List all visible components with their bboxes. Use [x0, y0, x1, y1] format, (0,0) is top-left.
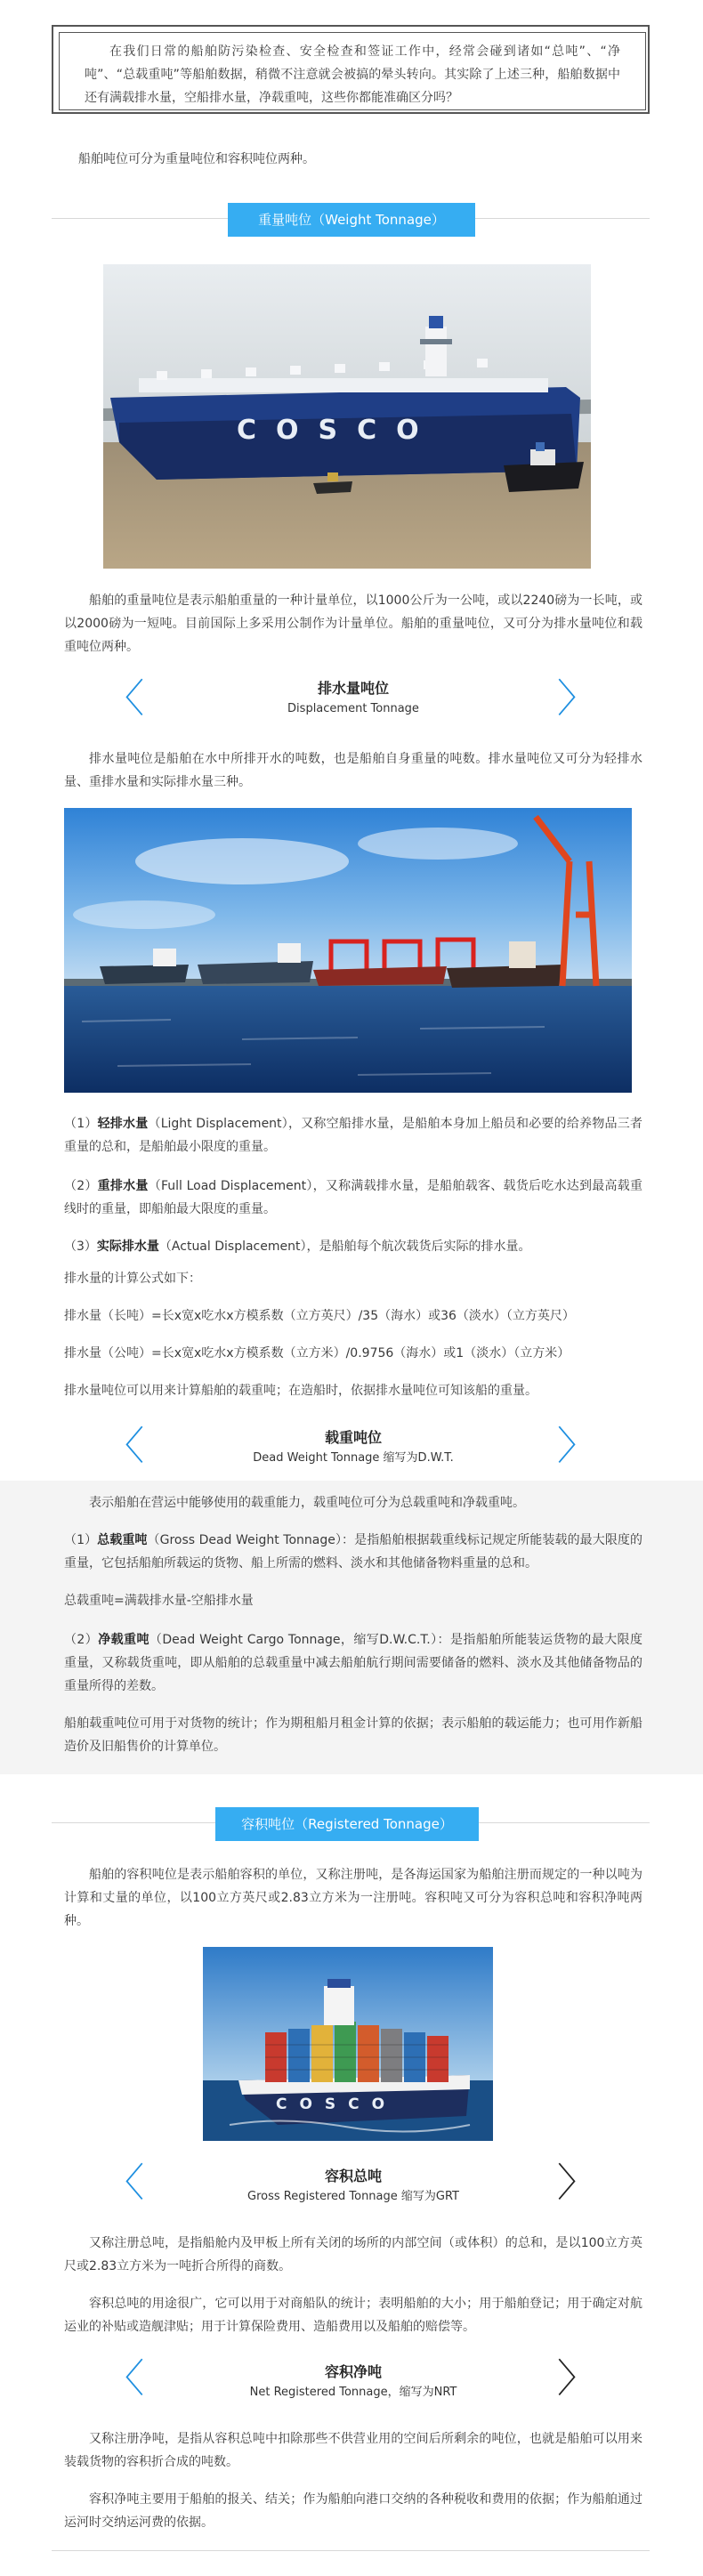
keyword-gross-dwt: 总载重吨 [97, 1533, 148, 1547]
subheading-cn: 容积净吨 [324, 2363, 382, 2380]
formula-intro: 排水量的计算公式如下： [64, 1272, 201, 1286]
item-light-displacement [64, 1112, 642, 1159]
chevron-left-icon: 〈 [105, 1424, 144, 1469]
subheading-displacement [64, 676, 642, 722]
keyword-light: 轻排水量 [97, 1117, 149, 1131]
chevron-right-icon: 〉 [557, 2356, 596, 2402]
grt-paragraph-2: 容积总吨的用途很广，它可以用于对商船队的统计；表明船舶的大小；用于船舶登记；用于确定对航运业的补贴或造舰津贴；用于计算保险费用、造船费用以及船舶的赔偿等。 [64, 2297, 642, 2334]
nrt-paragraph-2: 容积净吨主要用于船舶的报关、结关；作为船舶向港口交纳的各种税收和费用的依据；作为船舶通过运河时交纳运河费的依据。 [64, 2492, 642, 2530]
cosco-ship-photo-2 [203, 1947, 493, 2141]
deadweight-desc: 表示船舶在营运中能够使用的载重能力，载重吨位可分为总载重吨和净载重吨。 [89, 1496, 525, 1510]
item-prefix: （2） [64, 1633, 99, 1647]
item-prefix: （2） [64, 1179, 98, 1193]
subheading-grt [64, 2160, 642, 2207]
port-ships-photo [64, 808, 632, 1093]
formula-long-ton: 排水量（长吨）=长x宽x吃水x方模系数（立方英尺）/35（海水）或36（淡水）（立方英尺） [64, 1309, 575, 1323]
displacement-usage: 排水量吨位可以用来计算船舶的载重吨；在造船时，依据排水量吨位可知该船的重量。 [64, 1384, 537, 1398]
chevron-left-icon: 〈 [105, 676, 144, 722]
item-prefix: （1） [64, 1117, 98, 1131]
section-title-weight: 重量吨位（Weight Tonnage） [228, 203, 475, 237]
subheading-en: Gross Registered Tonnage 缩写为GRT [247, 2190, 459, 2203]
item-rest: （Actual Displacement），是船舶每个航次载货后实际的排水量。 [158, 1240, 531, 1254]
displacement-desc: 排水量吨位是船舶在水中所排开水的吨数，也是船舶自身重量的吨数。排水量吨位又可分为轻排水量、重排水量和实际排水量三种。 [64, 752, 642, 789]
item-actual-displacement [64, 1235, 642, 1258]
lead-paragraph: 船舶吨位可分为重量吨位和容积吨位两种。 [78, 152, 315, 166]
chevron-right-icon: 〉 [557, 676, 596, 722]
subheading-en: Displacement Tonnage [287, 702, 419, 715]
subheading-cn: 载重吨位 [324, 1429, 382, 1446]
weight-desc: 船舶的重量吨位是表示船舶重量的一种计量单位，以1000公斤为一公吨，或以2240磅为一长吨，或以2000磅为一短吨。目前国际上多采用公制作为计量单位。船舶的重量吨位，又可分为排水量吨位和载重吨位两种。 [64, 594, 642, 654]
chevron-left-icon: 〈 [105, 2356, 144, 2402]
item-full-displacement [64, 1175, 642, 1221]
chevron-left-icon: 〈 [105, 2160, 144, 2206]
grt-paragraph-1: 又称注册总吨，是指船舱内及甲板上所有关闭的场所的内部空间（或体积）的总和，是以100立方英尺或2.83立方米为一吨折合所得的商数。 [64, 2236, 642, 2273]
keyword-actual: 实际排水量 [96, 1240, 159, 1254]
item-rest: （Dead Weight Cargo Tonnage，缩写D.W.C.T.）：是指船舶所能装运货物的最大限度重量，又称载货重吨，即从船舶的总载重量中减去船舶航行期间需要储备的燃料、淡水及其他储备物品的重量所得的差数。 [64, 1633, 642, 1693]
subheading-en: Net Registered Tonnage，缩写为NRT [249, 2386, 457, 2399]
item-prefix: （1） [64, 1533, 98, 1547]
hull-lettering-2: COSCO [276, 2096, 398, 2113]
footer-divider [52, 2550, 650, 2551]
nrt-paragraph-1: 又称注册净吨，是指从容积总吨中扣除那些不供营业用的空间后所剩余的吨位，也就是船舶可以用来装载货物的容积折合成的吨数。 [64, 2432, 642, 2469]
chevron-right-icon: 〉 [557, 2160, 596, 2206]
register-desc: 船舶的容积吨位是表示船舶容积的单位，又称注册吨，是各海运国家为船舶注册而规定的一种以吨为计算和丈量的单位，以100立方英尺或2.83立方米为一注册吨。容积吨又可分为容积总吨和容积净吨两种。 [64, 1868, 642, 1928]
cosco-ship-photo-1 [103, 264, 591, 569]
item-rest: （Gross Dead Weight Tonnage）：是指船舶根据载重线标记规定所能装载的最大限度的重量，它包括船舶所载运的货物、船上所需的燃料、淡水和其他储备物料重量的总和。 [64, 1533, 642, 1571]
item-prefix: （3） [64, 1240, 97, 1254]
keyword-full: 重排水量 [97, 1179, 149, 1193]
item-net-deadweight [64, 1628, 642, 1698]
item-gross-deadweight [64, 1529, 642, 1575]
deadweight-usage: 船舶载重吨位可用于对货物的统计；作为期租船月租金计算的依据；表示船舶的载运能力；也可用作新船造价及旧船售价的计算单位。 [64, 1716, 642, 1754]
intro-paragraph: 在我们日常的船舶防污染检查、安全检查和签证工作中，经常会碰到诸如“总吨”、“净吨”、“总载重吨”等船舶数据，稍微不注意就会被搞的晕头转向。其实除了上述三种，船舶数据中还有满载排水量，空船排水量，净载重吨，这些你都能准确区分吗？ [59, 32, 646, 110]
keyword-net-dwt: 净载重吨 [98, 1633, 149, 1647]
section-title-register: 容积吨位（Registered Tonnage） [215, 1807, 479, 1841]
subheading-nrt [64, 2356, 642, 2402]
formula-metric-ton: 排水量（公吨）=长x宽x吃水x方模系数（立方米）/0.9756（海水）或1（淡水）（立方米） [64, 1346, 570, 1361]
subheading-cn: 排水量吨位 [317, 680, 389, 697]
subheading-en: Dead Weight Tonnage 缩写为D.W.T. [253, 1451, 454, 1465]
item-rest: （Full Load Displacement），又称满载排水量，是船舶载客、载货后吃水达到最高载重线时的重量，即船舶最大限度的重量。 [64, 1179, 642, 1216]
item-rest: （Light Displacement），又称空船排水量，是船舶本身加上船员和必要的给养物品三者重量的总和，是船舶最小限度的重量。 [64, 1117, 642, 1154]
subheading-cn: 容积总吨 [324, 2168, 382, 2184]
subheading-deadweight [64, 1424, 642, 1469]
hull-lettering-1: COSCO [237, 415, 439, 446]
gross-dwt-formula: 总载重吨=满载排水量-空船排水量 [64, 1594, 254, 1608]
chevron-right-icon: 〉 [557, 1424, 596, 1469]
